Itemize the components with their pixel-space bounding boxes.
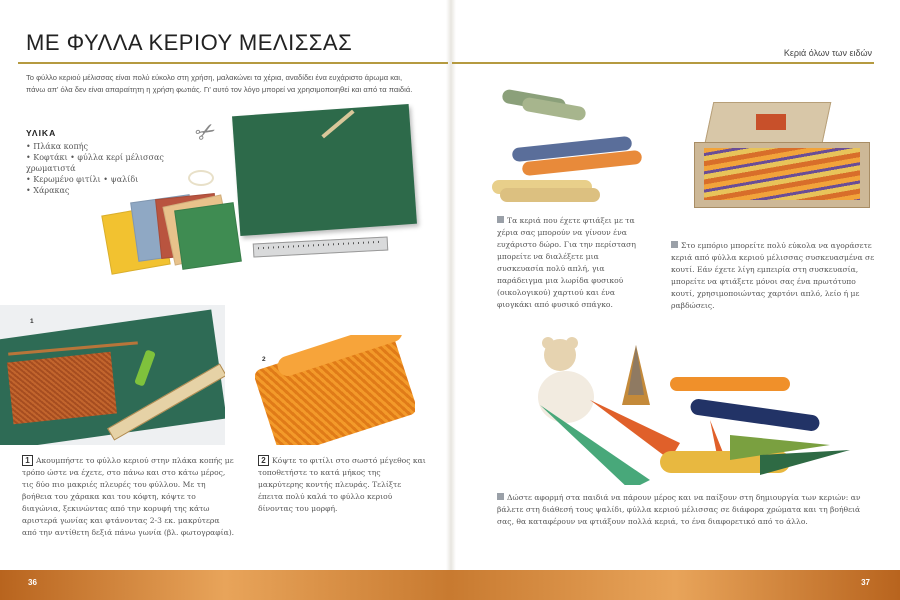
caption-box [671, 240, 877, 312]
section-title: Κεριά όλων των ειδών [783, 48, 872, 58]
intro-text: Το φύλλο κεριού μέλισσας είναι πολύ εύκολο στη χρήση, μαλακώνει τα χέρια, αναδίδει ένα ευχάριστο άρωμα και, πάνω απ' όλα δεν είναι απαραίτητη η χρήση φωτιάς. Γι' αυτό τον λόγο μπορεί να χρησιμοποιηθεί και από τα παιδιά. [26, 73, 413, 94]
header-rule-left [18, 62, 448, 64]
page-title: ΜΕ ΦΥΛΛΑ ΚΕΡΙΟΥ ΜΕΛΙΣΣΑΣ [26, 30, 353, 55]
step-2 [258, 455, 428, 515]
step-number: 1 [22, 455, 33, 466]
wrapped-candles-photo [492, 88, 662, 208]
photo1-number: 1 [30, 318, 34, 325]
caption-gift [497, 215, 645, 311]
materials-heading: ΥΛΙΚΑ [26, 128, 57, 138]
material-item: • Κοφτάκι • φύλλα κερί μέλισσας [26, 153, 164, 162]
candle-box-photo [694, 102, 874, 210]
caption-bullet-icon [497, 216, 504, 223]
caption-kids [497, 492, 877, 528]
page-footer-band [0, 570, 900, 600]
kids-candles-photo [530, 325, 870, 485]
caption-bullet-icon [497, 493, 504, 500]
page-number-left: 36 [28, 578, 37, 587]
material-item: • Χάρακας [26, 186, 70, 195]
header-rule-right [452, 62, 874, 64]
scissors-icon: ✂ [190, 115, 222, 150]
caption-bullet-icon [671, 241, 678, 248]
materials-list [26, 128, 196, 196]
material-item: • Πλάκα κοπής [26, 142, 89, 151]
cutting-mat-image [232, 104, 417, 236]
step2-photo [255, 335, 415, 445]
caption-text: Στο εμπόριο μπορείτε πολύ εύκολα να αγοράσετε κεριά από φύλλα κεριού μέλισσας συσκευασμένα σε κουτί. Εάν έχετε λίγη εμπειρία στη συσκευασία, μπορείτε να φτιάξετε μόνοι σας ένα πρωτότυπο κουτί, χρησιμοποιώντας χαρτόνι απλό, λείο ή με ραβδώσεις. [671, 241, 875, 310]
step-text: Ακουμπήστε το φύλλο κεριού στην πλάκα κοπής με τρόπο ώστε να έχετε, στο πάνω και στο κάτω μέρος, τις δύο πιο μακριές πλευρές του φύλλου. Με τη βοήθεια του χάρακα και του κόφτη, κόψτε το διαγώνια, ξεκινώντας από την κορυφή της κάτω αριστερά γωνίας και φτάνοντας 2-3 εκ. μακρύτερα από την αντίθετη δεξιά πάνω γωνία (βλ. φωτογραφία). [22, 456, 235, 537]
caption-text: Τα κεριά που έχετε φτιάξει με τα χέρια σας μπορούν να γίνουν ένα ευχάριστο δώρο. Για την περίσταση μπορείτε να διαλέξετε μια συσκευασία πολύ απλή, για παράδειγμα μια λωρίδα φυσικού (οικολογικού) χαρτιού και ένα φιογκάκι από φυσικό σπάγκο. [497, 216, 636, 309]
photo2-number: 2 [262, 356, 266, 363]
material-item: χρωματιστά [26, 164, 76, 173]
step1-photo [0, 305, 225, 445]
wax-sheets-image [106, 192, 246, 282]
step-number: 2 [258, 455, 269, 466]
wick-coil-image [188, 170, 214, 186]
step-1 [22, 455, 236, 539]
page-number-right: 37 [861, 578, 870, 587]
step-text: Κόψτε το φιτίλι στο σωστό μέγεθος και τοποθετήστε το κατά μήκος της μακρύτερης κοντής πλευράς. Τελίξτε έπειτα πολύ καλά το φύλλο κεριού δίνοντας του μορφή. [258, 456, 426, 513]
material-item: • Κερωμένο φιτίλι • ψαλίδι [26, 175, 139, 184]
caption-text: Δώστε αφορμή στα παιδιά να πάρουν μέρος και να παίξουν στη δημιουργία των κεριών: αν βάλετε στη διάθεσή τους ψαλίδι, φύλλα κεριού μέλισσας σε διάφορα χρώματα και τη βοήθειά σας, θα καταφέρουν να φτιάξουν πολλά κεριά, το ένα διαφορετικό από το άλλο. [497, 493, 861, 526]
book-gutter [446, 0, 456, 570]
